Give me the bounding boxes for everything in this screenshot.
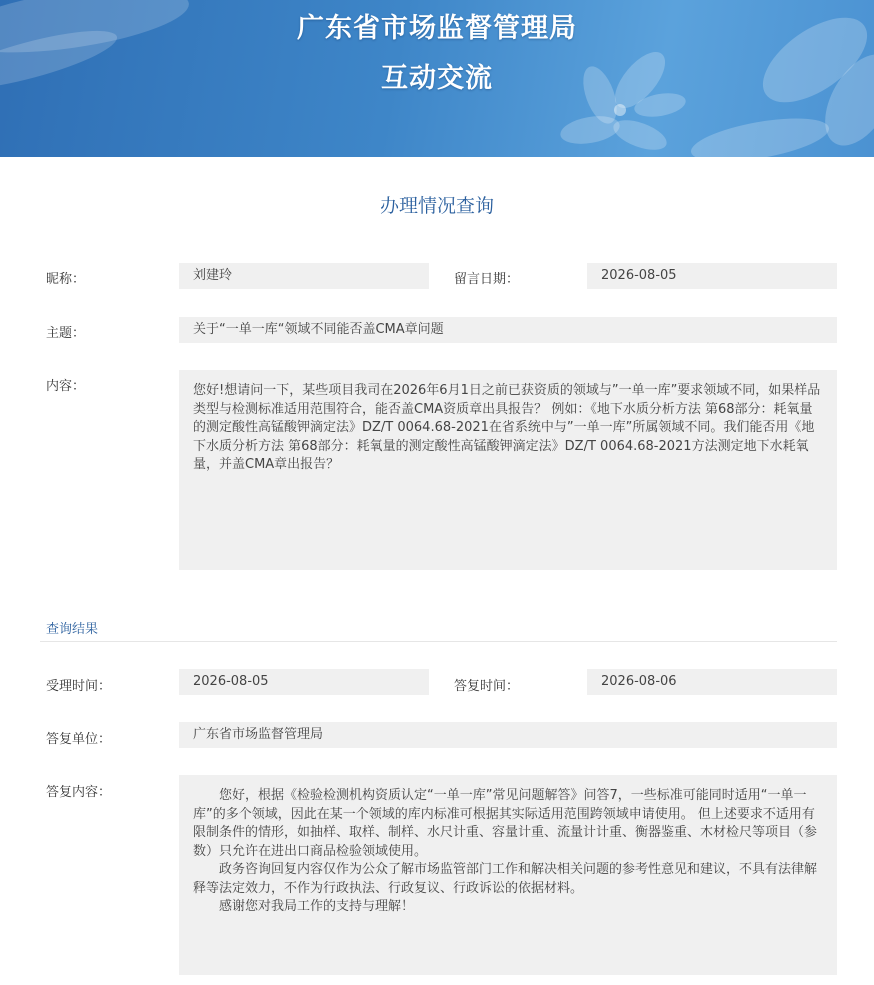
reply-paragraph: 感谢您对我局工作的支持与理解！ bbox=[219, 899, 415, 914]
result-section-title: 查询结果 bbox=[46, 622, 99, 637]
content-label: 内容： bbox=[46, 379, 86, 394]
reply-unit-label: 答复单位： bbox=[46, 732, 112, 747]
reply-paragraph: 政务咨询回复内容仅作为公众了解市场监管部门工作和解决相关问题的参考性意见和建议，不具有法律解释等法定效力，不作为行政执法、行政复议、行政诉讼的依据材料。 bbox=[193, 862, 818, 896]
message-date-field: 2026-08-05 bbox=[587, 263, 837, 289]
subject-field: 关于“一单一库“领域不同能否盖CMA章问题 bbox=[179, 317, 837, 343]
content-field bbox=[179, 370, 837, 570]
reply-content-field bbox=[179, 775, 837, 975]
accept-time-field: 2026-08-05 bbox=[179, 669, 429, 695]
nickname-label: 昵称： bbox=[46, 272, 86, 287]
reply-content-label: 答复内容： bbox=[46, 785, 112, 800]
accept-time-label: 受理时间： bbox=[46, 679, 112, 694]
nickname-field: 刘建玲 bbox=[179, 263, 429, 289]
reply-unit-field: 广东省市场监督管理局 bbox=[179, 722, 837, 748]
agency-title: 广东省市场监督管理局 bbox=[297, 13, 577, 44]
content-text: 您好!想请问一下，某些项目我司在2026年6月1日之前已获资质的领域与”一单一库”要求领域不同，如果样品类型与检测标准适用范围符合，能否盖CMA资质章出具报告？ 例如：《地下水质分析方法 第68部分：耗氧量的测定酸性高锰酸钾滴定法》DZ/T 0064.68-2021在省系统中与”一单一库”所属领域不同。我们能否用《地下水质分析方法 第68部分：耗氧量的测定酸性高锰酸钾滴定法》DZ/T 0064.68-2021方法测定地下水耗氧量，并盖CMA章出报告？ bbox=[193, 383, 821, 472]
section-title-banner: 互动交流 bbox=[381, 63, 493, 94]
header-banner bbox=[0, 0, 874, 157]
page-title: 办理情况查询 bbox=[379, 195, 494, 217]
message-date-label: 留言日期： bbox=[454, 272, 520, 287]
subject-label: 主题： bbox=[46, 326, 86, 341]
reply-paragraph: 您好，根据《检验检测机构资质认定“一单一库”常见问题解答》问答7，一些标准可能同时适用“一单一库”的多个领域，因此在某一个领域的库内标准可根据其实际适用范围跨领域申请使用。 但上述要求不适用有限制条件的情形，如抽样、取样、制样、水尺计重、容量计重、流量计计重、衡器鉴重、木材检尺等项目（参数）只允许在进出口商品检验领域使用。 bbox=[193, 788, 818, 859]
reply-time-field: 2026-08-06 bbox=[587, 669, 837, 695]
section-divider bbox=[40, 641, 837, 642]
reply-time-label: 答复时间： bbox=[454, 679, 520, 694]
